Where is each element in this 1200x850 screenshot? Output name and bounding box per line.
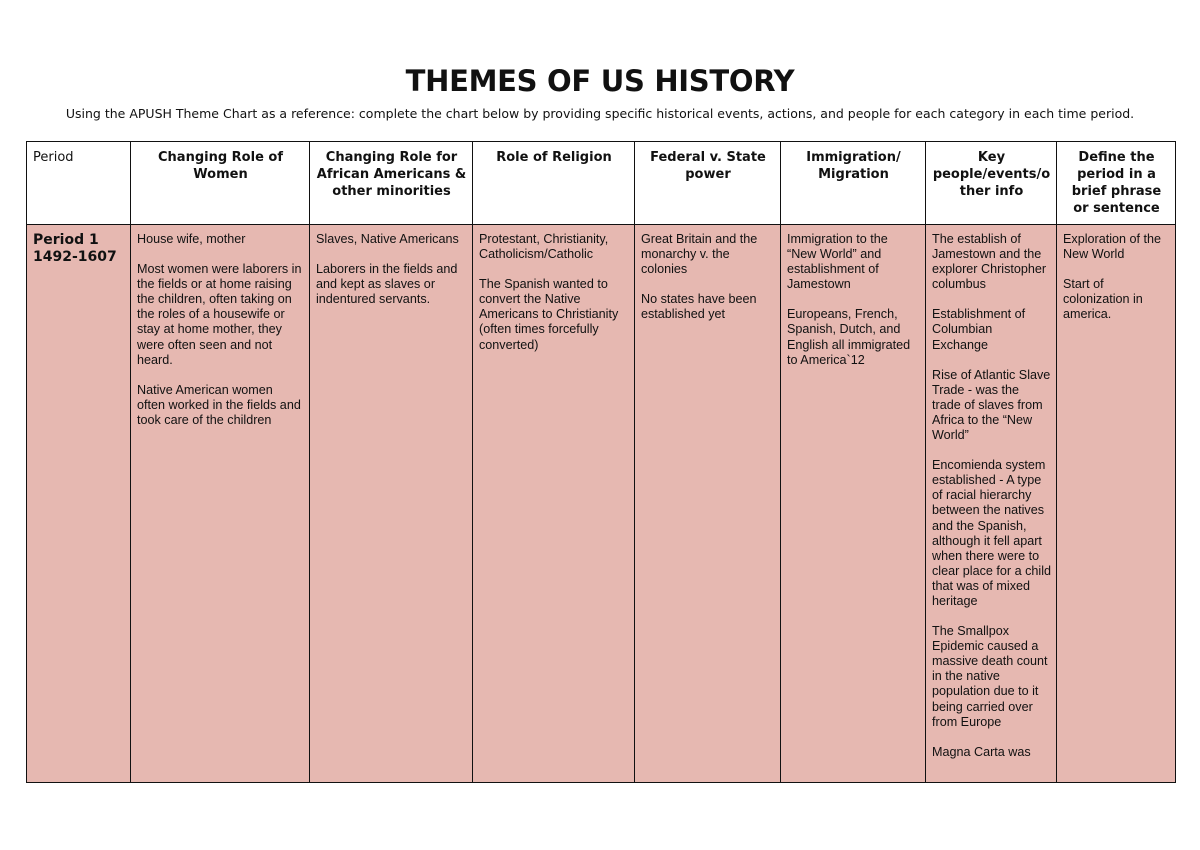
header-period: Period	[27, 142, 131, 225]
header-row	[27, 142, 1176, 225]
period-name: Period 1	[33, 232, 99, 248]
cell-religion	[473, 225, 635, 783]
header-federal-state: Federal v. State power	[635, 142, 781, 225]
cell-immigration	[781, 225, 926, 783]
header-immigration: Immigration/ Migration	[781, 142, 926, 225]
cell-paragraph: Immigration to the “New World” and establishment of Jamestown	[787, 232, 888, 292]
page-title: THEMES OF US HISTORY	[405, 64, 795, 98]
cell-paragraph: Great Britain and the monarchy v. the colonies	[641, 232, 758, 277]
header-define: Define the period in a brief phrase or sentence	[1057, 142, 1176, 225]
cell-paragraph: Start of colonization in america.	[1063, 277, 1143, 322]
cell-paragraph: Protestant, Christianity, Catholicism/Catholic	[479, 232, 609, 262]
table-row	[27, 225, 1176, 783]
header-minorities: Changing Role for African Americans & other minorities	[310, 142, 473, 225]
cell-paragraph: Laborers in the fields and and kept as slaves or indentured servants.	[316, 262, 458, 307]
cell-paragraph: Most women were laborers in the fields or at home raising the children, often taking on the roles of a housewife or stay at home mother, they were often seen and not heard.	[137, 262, 302, 367]
header-religion: Role of Religion	[473, 142, 635, 225]
cell-paragraph: Exploration of the New World	[1063, 232, 1162, 262]
cell-paragraph: Encomienda system established - A type of racial hierarchy between the natives and the Spanish, although it fell apart when there were to clear place for a child that was of mixed heritage	[932, 458, 1052, 608]
cell-paragraph: Slaves, Native Americans	[316, 232, 459, 246]
instructions: Using the APUSH Theme Chart as a reference: complete the chart below by providing specific historical events, actions, and people for each category in each time period.	[65, 106, 1135, 121]
cell-paragraph: Establishment of Columbian Exchange	[932, 307, 1026, 352]
cell-paragraph: Rise of Atlantic Slave Trade - was the trade of slaves from Africa to the “New World”	[932, 367, 1051, 443]
cell-paragraph: Europeans, French, Spanish, Dutch, and English all immigrated to America`12	[787, 307, 911, 367]
cell-women	[131, 225, 310, 783]
cell-paragraph: Native American women often worked in the fields and took care of the children	[137, 382, 301, 427]
cell-minorities	[310, 225, 473, 783]
cell-define	[1057, 225, 1176, 783]
cell-paragraph: The Spanish wanted to convert the Native Americans to Christianity (often times forcefully converted)	[479, 277, 619, 352]
themes-chart-table	[26, 141, 1176, 783]
cell-federal-state	[635, 225, 781, 783]
cell-key-info	[926, 225, 1057, 783]
cell-period	[27, 225, 131, 783]
cell-paragraph: The Smallpox Epidemic caused a massive death count in the native population due to it being carried over from Europe	[932, 624, 1048, 729]
cell-paragraph: The establish of Jamestown and the explorer Christopher columbus	[932, 232, 1047, 292]
cell-paragraph: House wife, mother	[137, 232, 246, 246]
header-key-info: Key people/events/other info	[926, 142, 1057, 225]
header-women: Changing Role of Women	[131, 142, 310, 225]
cell-paragraph: Magna Carta was	[932, 744, 1031, 759]
period-years: 1492-1607	[33, 249, 117, 265]
cell-paragraph: No states have been established yet	[641, 292, 757, 322]
